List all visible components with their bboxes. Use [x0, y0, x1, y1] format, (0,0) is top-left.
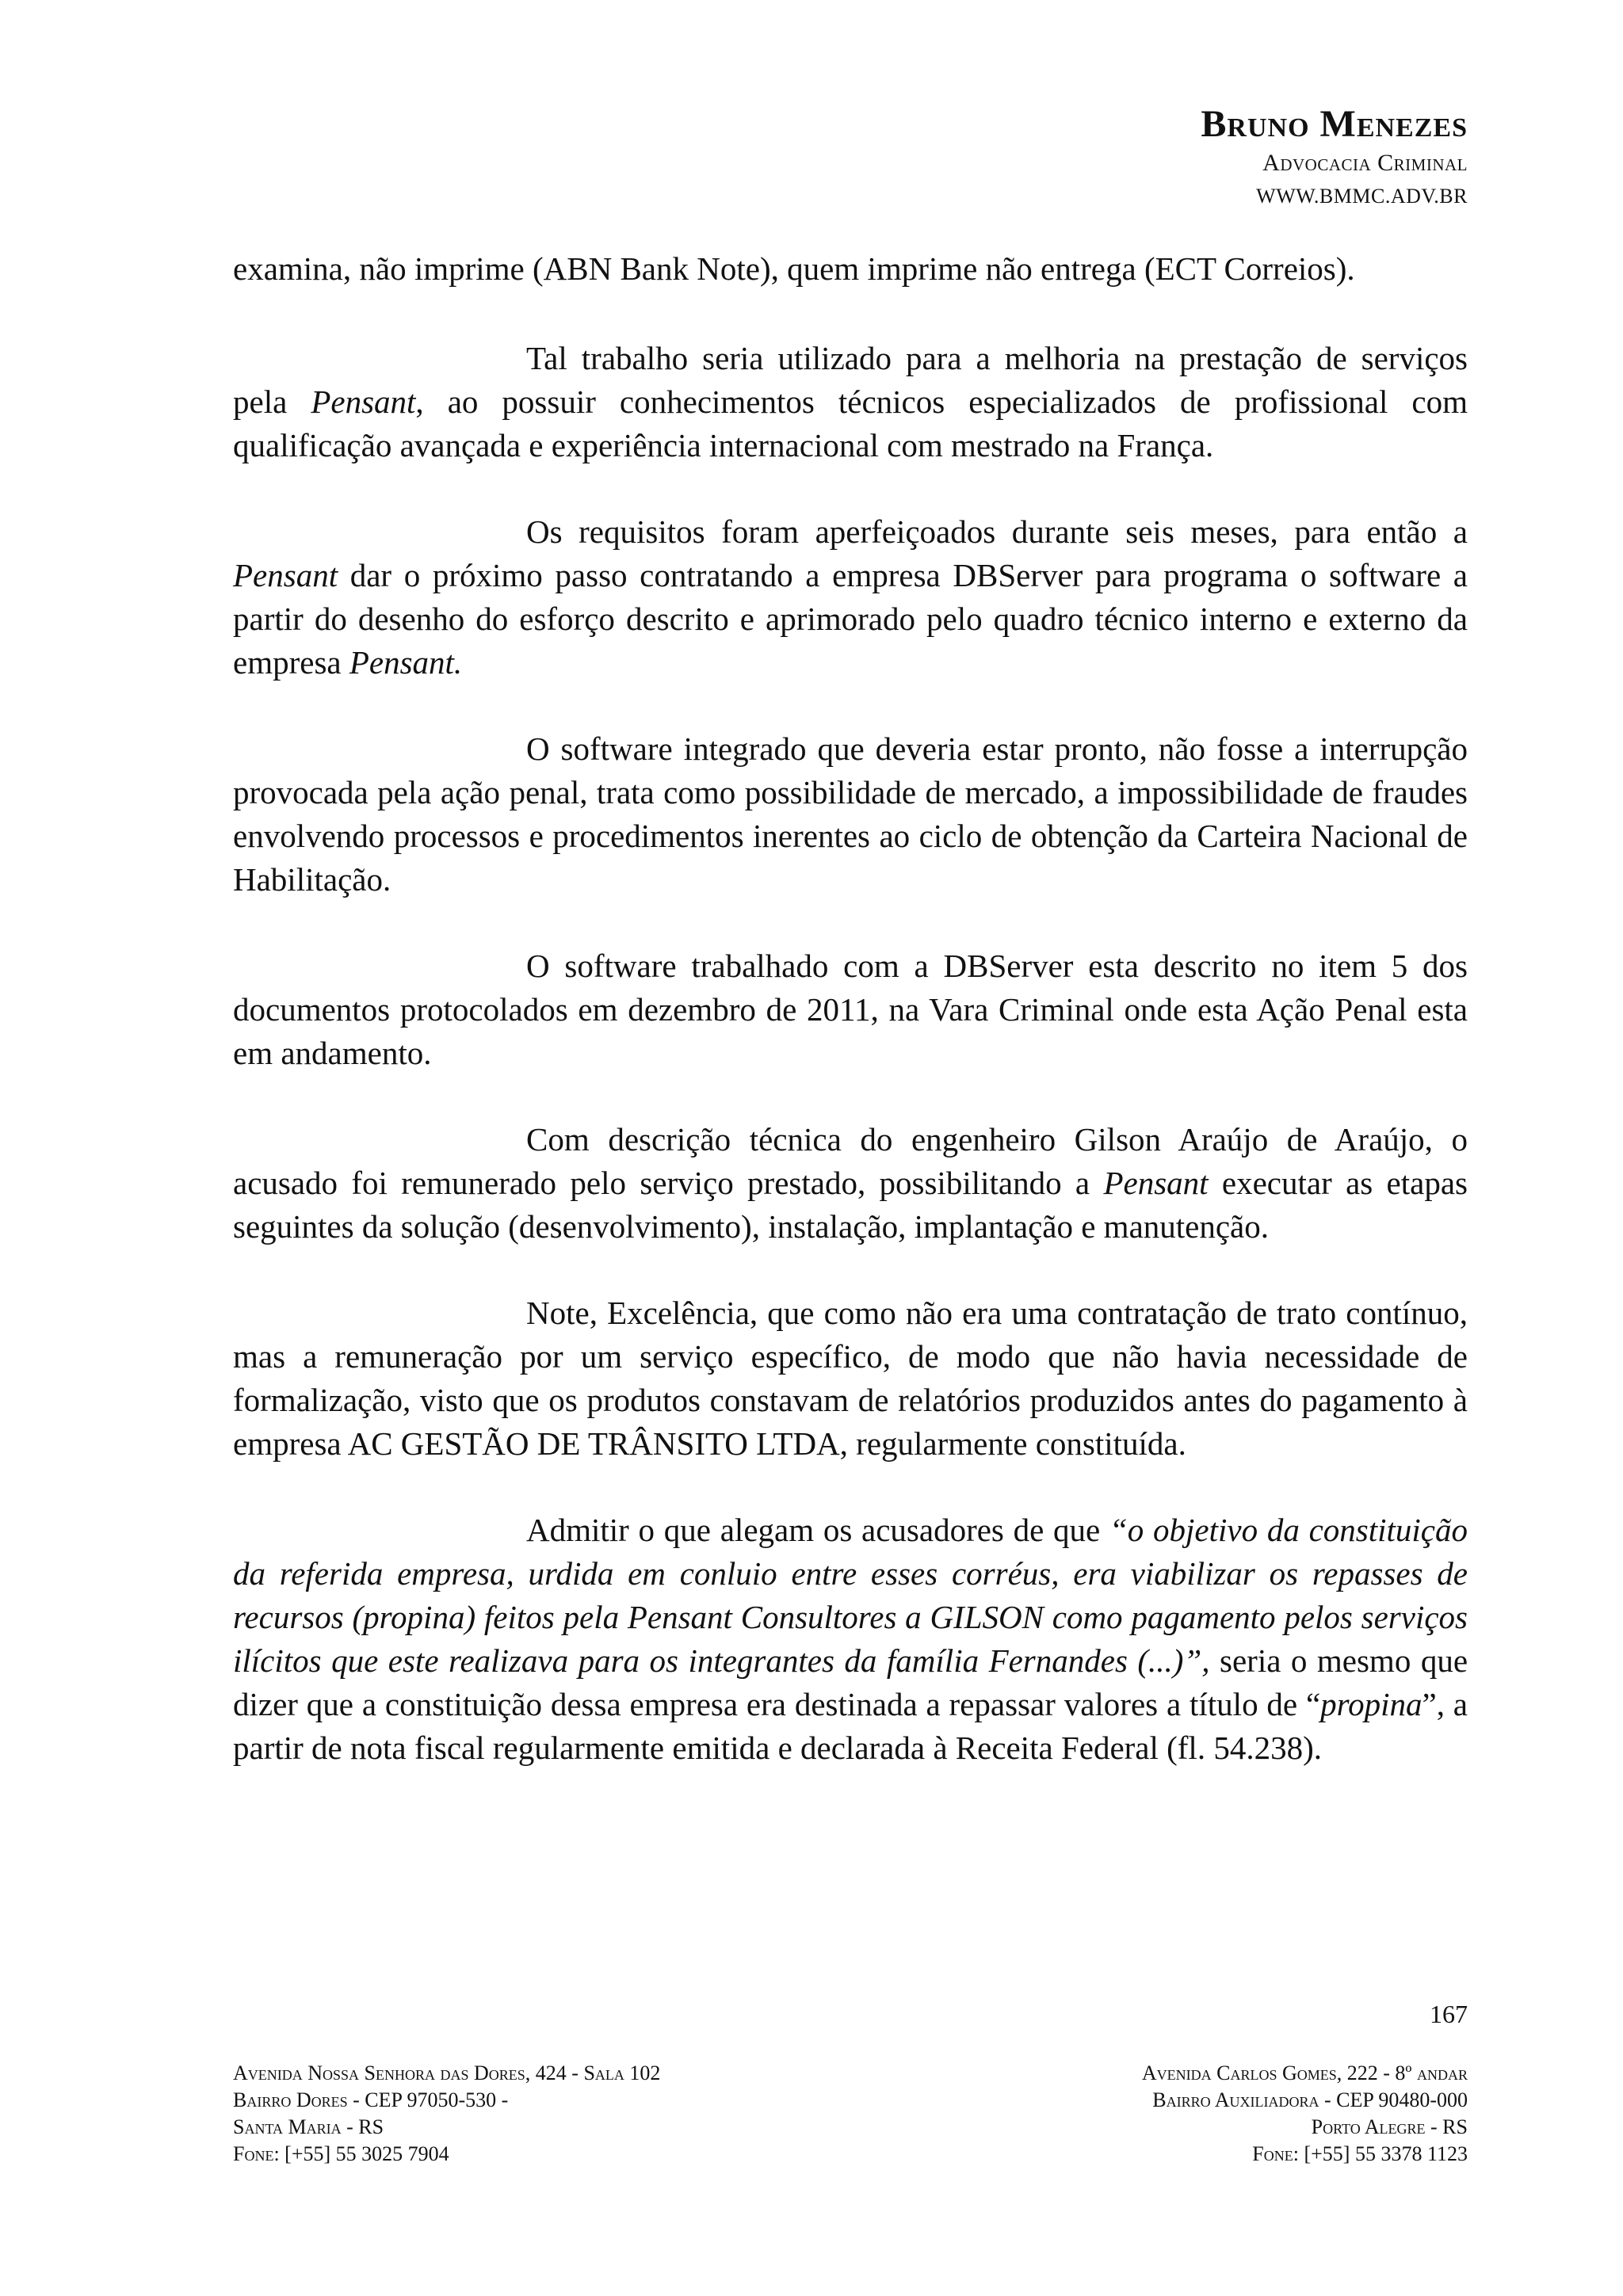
paragraph-8-quote: “o objetivo da constituição da referida empresa, urdida em conluio entre esses corréus, era viabilizar os repasses de recursos (propina) feitos pela Pensant Consultores a GILSON como pagamento pelos serviços ilícitos que este realizava para os integrantes da família Fernandes (...)”, — [233, 1512, 1468, 1679]
footer-left-line: Bairro Dores - CEP 97050-530 - — [233, 2088, 509, 2111]
paragraph-3-emphasis-2: Pensant. — [349, 644, 463, 681]
footer-left-line: Avenida Nossa Senhora das Dores, 424 - Sala 102 — [233, 2061, 661, 2084]
footer-address-santa-maria — [233, 2060, 660, 2168]
footer-left-line: Fone: [+55] 55 3025 7904 — [233, 2142, 449, 2165]
paragraph-3-emphasis-1: Pensant — [233, 557, 338, 593]
footer-right-line: Bairro Auxiliadora - CEP 90480-000 — [1152, 2088, 1468, 2111]
paragraph-5: O software trabalhado com a DBServer esta descrito no item 5 dos documentos protocolados em dezembro de 2011, na Vara Criminal onde esta Ação Penal esta em andamento. — [233, 948, 1468, 1071]
paragraph-6 — [233, 1118, 1468, 1249]
paragraph-1: examina, não imprime (ABN Bank Note), quem imprime não entrega (ECT Correios). — [233, 250, 1355, 287]
paragraph-6-text-b: executar as etapas seguintes da solução (desenvolvimento), instalação, implantação e manutenção. — [233, 1165, 1468, 1245]
firm-subtitle: Advocacia Criminal — [1262, 150, 1468, 176]
paragraph-2-emphasis: Pensant — [311, 383, 416, 420]
paragraph-2 — [233, 337, 1468, 467]
footer-address-porto-alegre — [1142, 2060, 1468, 2168]
paragraph-6-emphasis: Pensant — [1103, 1165, 1209, 1201]
paragraph-8-text-c: ”, a partir de nota fiscal regularmente emitida e declarada à Receita Federal (fl. 54.238). — [233, 1686, 1468, 1766]
document-body — [233, 247, 1468, 1813]
footer-right-line: Fone: [+55] 55 3378 1123 — [1252, 2142, 1468, 2165]
footer-right-line: Porto Alegre - RS — [1311, 2115, 1468, 2138]
firm-website: WWW.BMMC.ADV.BR — [1256, 185, 1468, 208]
firm-name: Bruno Menezes — [1201, 103, 1468, 145]
footer-left-line: Santa Maria - RS — [233, 2115, 384, 2138]
paragraph-8 — [233, 1508, 1468, 1770]
letterhead — [1201, 101, 1468, 214]
paragraph-3-text-b: dar o próximo passo contratando a empresa DBServer para programa o software a partir do desenho do esforço descrito e aprimorado pelo quadro técnico interno e externo da empresa — [233, 557, 1468, 681]
paragraph-2-text-a: Tal trabalho seria utilizado para a melhoria na prestação de serviços pela — [233, 340, 1468, 420]
paragraph-2-text-b: , ao possuir conhecimentos técnicos especializados de profissional com qualificação avançada e experiência internacional com mestrado na França. — [233, 383, 1468, 463]
paragraph-3-text-a: Os requisitos foram aperfeiçoados durante seis meses, para então a — [526, 513, 1468, 550]
paragraph-8-emphasis: propina — [1320, 1686, 1423, 1722]
paragraph-8-text-a: Admitir o que alegam os acusadores de que — [526, 1512, 1109, 1548]
footer-right-line: Avenida Carlos Gomes, 222 - 8º andar — [1141, 2061, 1468, 2084]
paragraph-3 — [233, 510, 1468, 685]
page-number: 167 — [1430, 2000, 1468, 2028]
paragraph-6-text-a: Com descrição técnica do engenheiro Gilson Araújo de Araújo, o acusado foi remunerado pelo serviço prestado, possibilitando a — [233, 1121, 1468, 1201]
paragraph-4: O software integrado que deveria estar pronto, não fosse a interrupção provocada pela ação penal, trata como possibilidade de mercado, a impossibilidade de fraudes envolvendo processos e procedimentos inerentes ao ciclo de obtenção da Carteira Nacional de Habilitação. — [233, 730, 1468, 898]
paragraph-7: Note, Excelência, que como não era uma contratação de trato contínuo, mas a remuneração por um serviço específico, de modo que não havia necessidade de formalização, visto que os produtos constavam de relatórios produzidos antes do pagamento à empresa AC GESTÃO DE TRÂNSITO LTDA, regularmente constituída. — [233, 1295, 1468, 1462]
paragraph-8-text-b: seria o mesmo que dizer que a constituição dessa empresa era destinada a repassar valores a título de “ — [233, 1642, 1468, 1722]
